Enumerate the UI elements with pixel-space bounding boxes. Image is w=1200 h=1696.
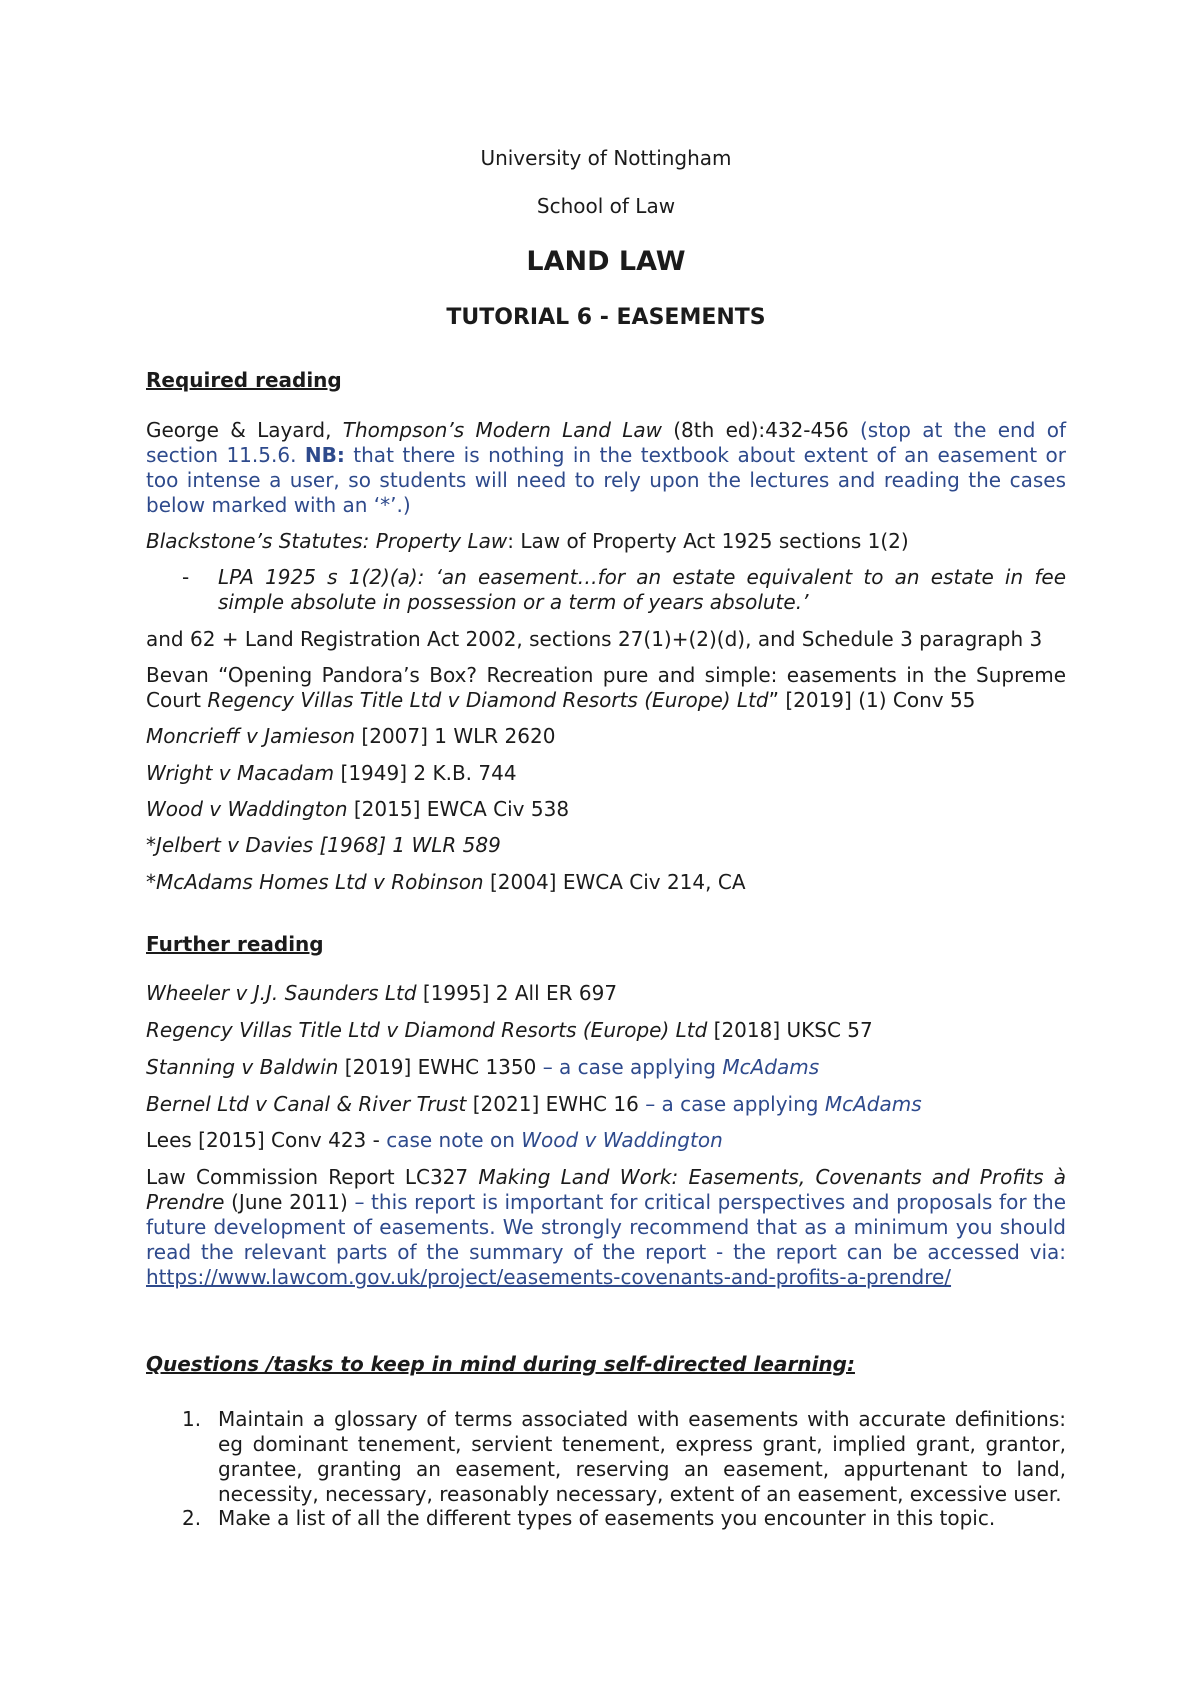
george-layard-entry: George & Layard, Thompson’s Modern Land Law (8th ed):432-456 (stop at the end of section 11.5.6. NB: that there is nothing in the textbook about extent of an easement or too intense a user, so students will need to rely upon the lectures and reading the cases below marked with an ‘*’.) <box>146 418 1067 517</box>
case-entry: Wright v Macadam [1949] 2 K.B. 744 <box>146 761 517 785</box>
blackstone-entry: Blackstone’s Statutes: Property Law: Law of Property Act 1925 sections 1(2) <box>146 529 909 553</box>
question-item: Maintain a glossary of terms associated with easements with accurate definitions: eg dominant tenement, servient tenement, express grant, implied grant, grantor, grantee, granting an easement, reserving an easement, appurtenant to land, necessity, necessary, reasonably necessary, extent of an easement, excessive user. <box>218 1407 1066 1506</box>
list-number: 2. <box>182 1506 202 1530</box>
required-reading-heading: Required reading <box>146 368 342 392</box>
list-number: 1. <box>182 1407 202 1431</box>
further-reading-heading: Further reading <box>146 932 324 956</box>
lra-entry: and 62 + Land Registration Act 2002, sections 27(1)+(2)(d), and Schedule 3 paragraph 3 <box>146 627 1043 651</box>
case-entry: Regency Villas Title Ltd v Diamond Resorts (Europe) Ltd [2018] UKSC 57 <box>146 1018 873 1042</box>
tutorial-title: TUTORIAL 6 - EASEMENTS <box>446 305 766 330</box>
case-entry: Lees [2015] Conv 423 - case note on Wood v Waddington <box>146 1128 723 1152</box>
case-entry: *Jelbert v Davies [1968] 1 WLR 589 <box>146 833 501 857</box>
reading-note: (stop at the end of section 11.5.6. <box>146 418 1066 467</box>
case-entry: Bernel Ltd v Canal & River Trust [2021] EWHC 16 – a case applying McAdams <box>146 1092 922 1116</box>
school-name: School of Law <box>536 194 676 218</box>
law-commission-link[interactable]: https://www.lawcom.gov.uk/project/easements-covenants-and-profits-a-prendre/ <box>146 1265 952 1289</box>
module-title: LAND LAW <box>526 246 686 277</box>
questions-heading: Questions /tasks to keep in mind during self-directed learning: <box>146 1352 855 1376</box>
case-entry: Wood v Waddington [2015] EWCA Civ 538 <box>146 797 570 821</box>
lpa-quote: LPA 1925 s 1(2)(a): ‘an easement…for an estate equivalent to an estate in fee simple absolute in possession or a term of years absolute.’ <box>218 565 1066 614</box>
case-entry: Stanning v Baldwin [2019] EWHC 1350 – a case applying McAdams <box>146 1055 820 1079</box>
case-entry: *McAdams Homes Ltd v Robinson [2004] EWCA Civ 214, CA <box>146 870 746 894</box>
question-item: Make a list of all the different types of easements you encounter in this topic. <box>218 1506 996 1530</box>
nb-label: NB: <box>304 443 345 467</box>
reading-note-cont: that there is nothing in the textbook about extent of an easement or too intense a user, so students will need to rely upon the lectures and reading the cases below marked with an ‘*’.) <box>146 443 1067 517</box>
case-entry: Wheeler v J.J. Saunders Ltd [1995] 2 All ER 697 <box>146 981 618 1005</box>
law-commission-entry: Law Commission Report LC327 Making Land Work: Easements, Covenants and Profits à Prendre (June 2011) – this report is important for critical perspectives and proposals for the future development of easements. We strongly recommend that as a minimum you should read the relevant parts of the summary of the report - the report can be accessed via: https://www.lawcom.gov.uk/project/easements-covenants-and-profits-a-prendre/ <box>146 1165 1067 1289</box>
book-title: Thompson’s Modern Land Law <box>342 418 662 442</box>
list-dash: - <box>182 565 190 589</box>
case-entry: Moncrieff v Jamieson [2007] 1 WLR 2620 <box>146 724 556 748</box>
bevan-entry: Bevan “Opening Pandora’s Box? Recreation pure and simple: easements in the Supreme Court Regency Villas Title Ltd v Diamond Resorts (Europe) Ltd” [2019] (1) Conv 55 <box>146 663 1066 712</box>
institution-name: University of Nottingham <box>480 146 732 170</box>
